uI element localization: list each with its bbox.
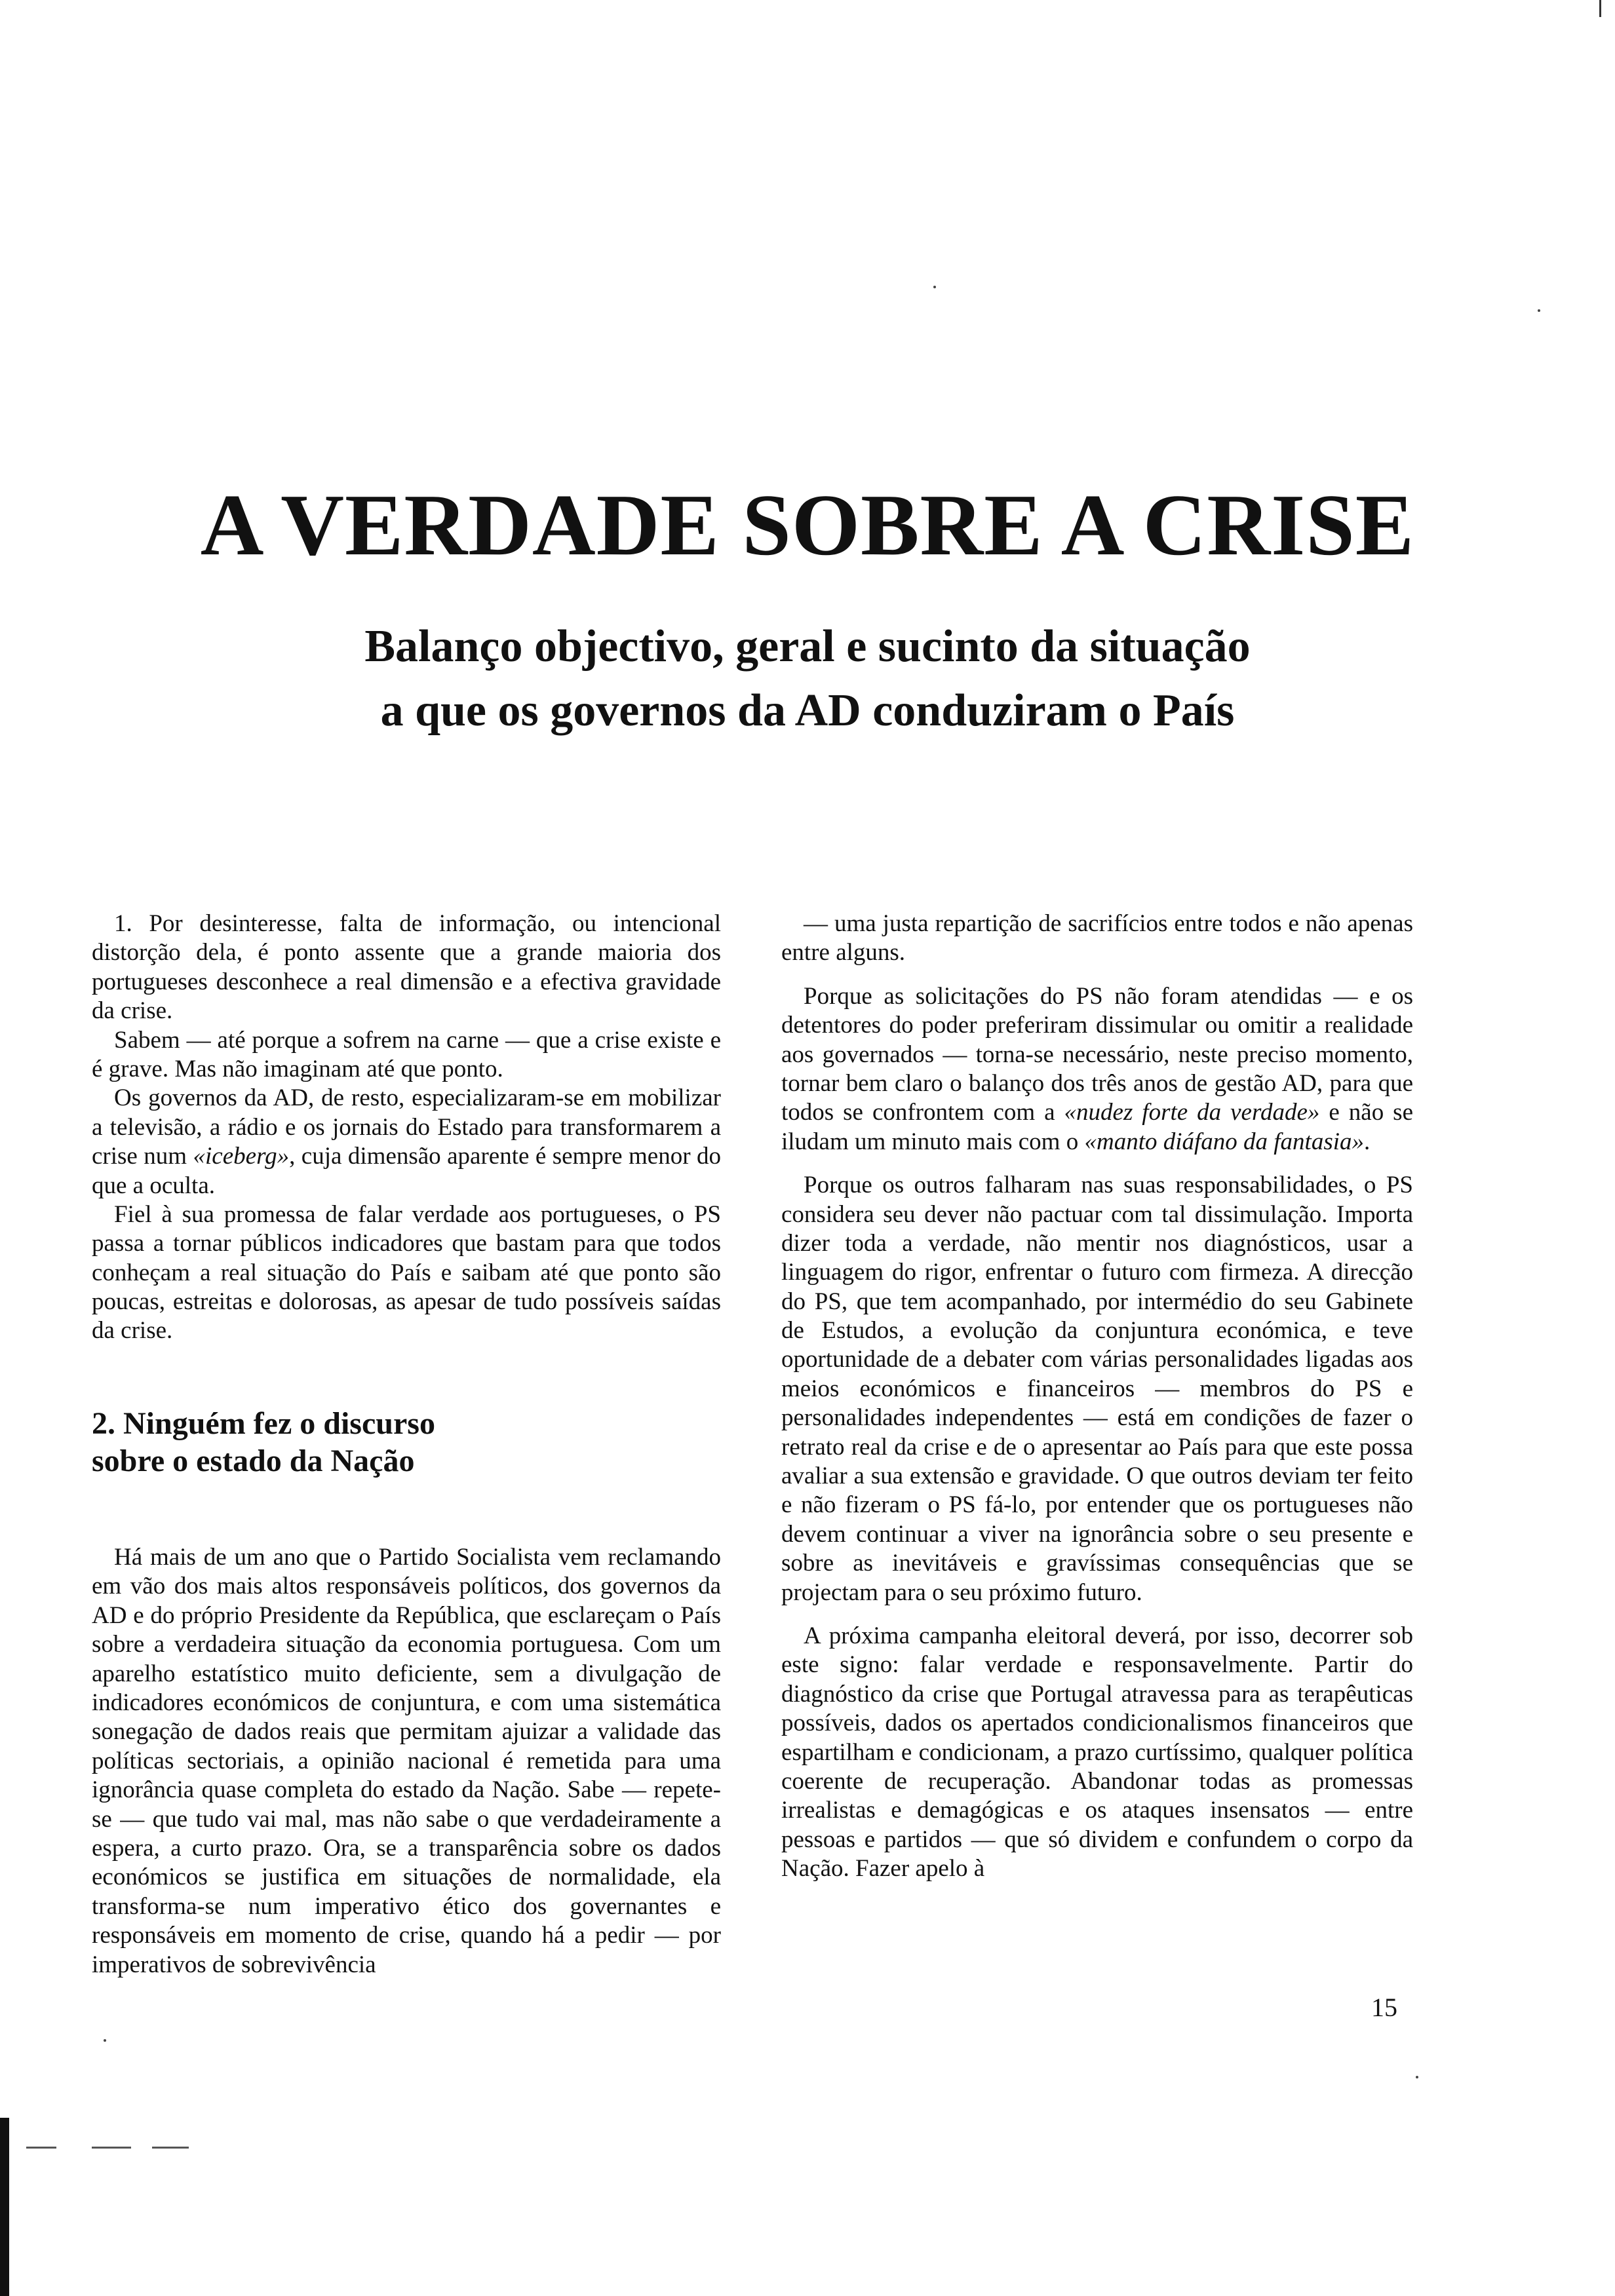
page-title: A VERDADE SOBRE A CRISE (200, 476, 1415, 573)
subtitle-line-2: a que os governos da AD conduziram o País (380, 685, 1235, 736)
scan-speck-4 (104, 2039, 106, 2042)
right-paragraph-2-start: Porque as solicitações do PS não foram atendidas — e os detentores do poder preferiram dissimular ou omitir a realidade aos governados — torna-se necessário, neste preciso momento, tornar bem claro o balanço dos três anos de gestão AD, para que todos se confrontem com a (781, 982, 1413, 1126)
right-paragraph-2-end: . (1364, 1128, 1371, 1155)
right-paragraph-2-middle: e não se iludam um minuto mais com o (781, 1099, 1413, 1155)
quote-nudez-forte: «nudez forte da verdade» (1064, 1099, 1320, 1126)
section-1-paragraph-3-end: , cuja dimensão aparente é sempre menor do que a oculta. (92, 1143, 722, 1199)
section-1-paragraph-3-start: Os governos da AD, de resto, especializaram-se em mobilizar a televisão, a rádio e os jornais do Estado para transformarem a crise num (92, 1084, 721, 1170)
right-paragraph-4: A próxima campanha eleitoral deverá, por isso, decorrer sob este signo: falar verdade e responsavelmente. Partir do diagnóstico da crise que Portugal atravessa para as terapêuticas possíveis, dados os apertados condicionalismos financeiros que espartilham e condicionam, a prazo curtíssimo, qualquer política coerente de recuperação. Abandonar todas as promessas irrealistas e demagógicas e os ataques insensatos — entre pessoas e partidos — que só dividem e confundem o corpo da Nação. Fazer apelo à (781, 1622, 1413, 1883)
section-1-paragraph-3 (92, 1084, 721, 1200)
scan-speck-1 (933, 286, 936, 288)
section-1-paragraph-4: Fiel à sua promessa de falar verdade aos portugueses, o PS passa a tornar públicos indicadores que bastam para que todos conheçam a real situação do País e saibam até que ponto são poucas, estreitas e dolorosas, as apesar de tudo possíveis saídas da crise. (92, 1200, 721, 1345)
section-1-number: 1. (114, 910, 132, 937)
scan-speck-2 (1538, 309, 1540, 312)
section-2-heading-line-1: 2. Ninguém fez o discurso (92, 1406, 435, 1441)
right-paragraph-1: — uma justa repartição de sacrifícios entre todos e não apenas entre alguns. (781, 910, 1413, 966)
section-2-heading-line-2: sobre o estado da Nação (92, 1444, 415, 1479)
scan-speck-3 (1416, 2076, 1418, 2078)
quote-manto-diafano: «manto diáfano da fantasia» (1084, 1128, 1365, 1155)
subtitle-line-1: Balanço objectivo, geral e sucinto da situação (364, 621, 1251, 672)
section-1-paragraph-1-text: Por desinteresse, falta de informação, ou intencional distorção dela, é ponto assente que a grande maioria dos portugueses desconhece a real dimensão e a efectiva gravidade da crise. (92, 910, 722, 1025)
right-column (781, 909, 1413, 1884)
section-2-paragraph-1: Há mais de um ano que o Partido Socialista vem reclamando em vão dos mais altos responsáveis políticos, dos governos da AD e do próprio Presidente da República, que esclareçam o País sobre a verdadeira situação da economia portuguesa. Com um aparelho estatístico muito deficiente, sem a divulgação de indicadores económicos de conjuntura, e com uma sistemática sonegação de dados reais que permitam ajuizar a validade das políticas sectoriais, a opinião nacional é remetida para uma ignorância quase completa do estado da Nação. Sabe — repete-se — que tudo vai mal, mas não sabe o que verdadeiramente a espera, a curto prazo. Ora, se a transparência sobre os dados económicos se justifica em situações de normalidade, ela transforma-se num imperativo ético dos governantes e responsáveis em momento de crise, quando há a pedir — por imperativos de sobrevivência (92, 1544, 721, 1978)
section-1-paragraph-1 (92, 909, 721, 1026)
scan-dash-1 (26, 2147, 56, 2149)
iceberg-term: «iceberg» (193, 1143, 290, 1170)
scan-edge-bar (0, 2118, 9, 2296)
right-paragraph-2 (781, 982, 1413, 1157)
scan-edge-mark (1599, 0, 1601, 17)
section-1-paragraph-2: Sabem — até porque a sofrem na carne — que a crise existe e é grave. Mas não imaginam até que ponto. (92, 1026, 721, 1082)
right-paragraph-3: Porque os outros falharam nas suas responsabilidades, o PS considera seu dever não pactuar com tal dissimulação. Importa dizer toda a verdade, não mentir nos diagnósticos, usar a linguagem do rigor, enfrentar o futuro com firmeza. A direcção do PS, que tem acompanhado, por intermédio do seu Gabinete de Estudos, a evolução da conjuntura económica, e teve oportunidade de a debater com várias personalidades ligadas aos meios económicos e financeiros — membros do PS e personalidades independentes — está em condições de fazer o retrato real da crise e de o apresentar ao País para que este possa avaliar a sua extensão e gravidade. O que outros deviam ter feito e não fizeram o PS fá-lo, por entender que os portugueses não devem continuar a viver na ignorância sobre o seu presente e sobre as inevitáveis e gravíssimas consequências que se projectam para o seu próximo futuro. (781, 1172, 1413, 1606)
subtitle (0, 615, 1615, 743)
scan-dash-2 (92, 2147, 131, 2149)
page-number: 15 (1371, 1993, 1397, 2022)
section-2-heading (92, 1405, 721, 1480)
scan-dash-3 (152, 2147, 189, 2149)
left-column (92, 909, 721, 1980)
